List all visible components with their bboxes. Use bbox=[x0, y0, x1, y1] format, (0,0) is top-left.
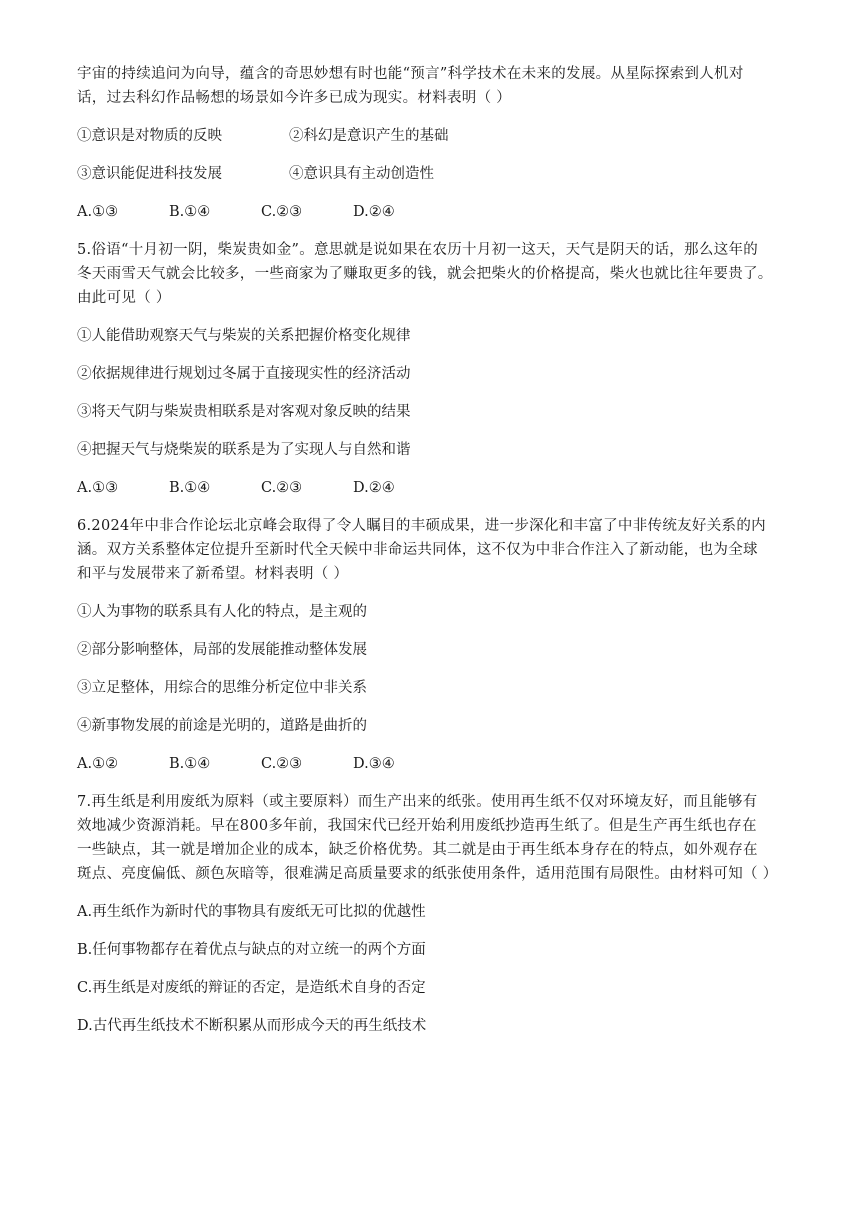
q6-options bbox=[77, 752, 787, 776]
q5-option-a: A.①③ bbox=[77, 480, 119, 496]
q4-item-4: ④意识具有主动创造性 bbox=[289, 166, 434, 182]
q7-choice-b: B.任何事物都存在着优点与缺点的对立统一的两个方面 bbox=[77, 942, 426, 958]
stem-line: 冬天雨雪天气就会比较多，一些商家为了赚取更多的钱，就会把柴火的价格提高，柴火也就比往年要贵了。 bbox=[77, 266, 773, 282]
stem-line: 7.再生纸是利用废纸为原料（或主要原料）而生产出来的纸张。使用再生纸不仅对环境友好，而且能够有 bbox=[77, 794, 758, 810]
q7-choice-a: A.再生纸作为新时代的事物具有废纸无可比拟的优越性 bbox=[77, 904, 426, 920]
q5-option-b: B.①④ bbox=[169, 480, 211, 496]
stem-line: 5.俗语“十月初一阴，柴炭贵如金”。意思就是说如果在农历十月初一这天，天气是阴天的话，那么这年的 bbox=[77, 242, 759, 258]
q5-item-3: ③将天气阴与柴炭贵相联系是对客观对象反映的结果 bbox=[77, 404, 411, 420]
q6-option-a: A.①② bbox=[77, 756, 119, 772]
stem-line: 和平与发展带来了新希望。材料表明（ ） bbox=[77, 566, 349, 582]
stem-line: 话，过去科幻作品畅想的场景如今许多已成为现实。材料表明（ ） bbox=[77, 90, 512, 106]
stem-line: 6.2024年中非合作论坛北京峰会取得了令人瞩目的丰硕成果，进一步深化和丰富了中非传统友好关系的内 bbox=[77, 518, 766, 534]
q6-item-4: ④新事物发展的前途是光明的，道路是曲折的 bbox=[77, 718, 367, 734]
q6-option-d: D.③④ bbox=[353, 756, 395, 772]
stem-line: 涵。双方关系整体定位提升至新时代全天候中非命运共同体，这不仅为中非合作注入了新动能，也为全球 bbox=[77, 542, 758, 558]
q6-item-1: ①人为事物的联系具有人化的特点，是主观的 bbox=[77, 604, 367, 620]
q6-item-2: ②部分影响整体，局部的发展能推动整体发展 bbox=[77, 642, 367, 658]
q7-choice-c: C.再生纸是对废纸的辩证的否定，是造纸术自身的否定 bbox=[77, 980, 426, 996]
q4-item-2: ②科幻是意识产生的基础 bbox=[289, 128, 449, 144]
q6-option-b: B.①④ bbox=[169, 756, 211, 772]
q4-item-3: ③意识能促进科技发展 bbox=[77, 166, 222, 182]
q5-item-2: ②依据规律进行规划过冬属于直接现实性的经济活动 bbox=[77, 366, 411, 382]
question-6-stem bbox=[77, 514, 787, 586]
q6-item-3: ③立足整体，用综合的思维分析定位中非关系 bbox=[77, 680, 367, 696]
q4-item-row bbox=[77, 124, 787, 148]
question-5-stem bbox=[77, 238, 787, 310]
stem-line: 由此可见（ ） bbox=[77, 290, 171, 306]
q4-option-c: C.②③ bbox=[261, 204, 303, 220]
stem-line: 斑点、亮度偏低、颜色灰暗等，很难满足高质量要求的纸张使用条件，适用范围有局限性。由材料可知（ ） bbox=[77, 866, 778, 882]
q4-options bbox=[77, 200, 787, 224]
stem-line: 宇宙的持续追问为向导，蕴含的奇思妙想有时也能“预言”科学技术在未来的发展。从星际探索到人机对 bbox=[77, 66, 744, 82]
q5-item-4: ④把握天气与烧柴炭的联系是为了实现人与自然和谐 bbox=[77, 442, 411, 458]
q5-options bbox=[77, 476, 787, 500]
q5-option-d: D.②④ bbox=[353, 480, 395, 496]
q5-option-c: C.②③ bbox=[261, 480, 303, 496]
stem-line: 效地减少资源消耗。早在800多年前，我国宋代已经开始利用废纸抄造再生纸了。但是生产再生纸也存在 bbox=[77, 818, 757, 834]
q4-option-b: B.①④ bbox=[169, 204, 211, 220]
exam-page bbox=[77, 62, 787, 1038]
question-7-stem bbox=[77, 790, 787, 886]
question-4-stem bbox=[77, 62, 787, 110]
q4-option-d: D.②④ bbox=[353, 204, 395, 220]
q5-item-1: ①人能借助观察天气与柴炭的关系把握价格变化规律 bbox=[77, 328, 411, 344]
q7-choice-d: D.古代再生纸技术不断积累从而形成今天的再生纸技术 bbox=[77, 1018, 427, 1034]
q4-item-1: ①意识是对物质的反映 bbox=[77, 128, 222, 144]
stem-line: 一些缺点，其一就是增加企业的成本，缺乏价格优势。其二就是由于再生纸本身存在的特点，如外观存在 bbox=[77, 842, 758, 858]
q4-item-row bbox=[77, 162, 787, 186]
q6-option-c: C.②③ bbox=[261, 756, 303, 772]
q4-option-a: A.①③ bbox=[77, 204, 119, 220]
